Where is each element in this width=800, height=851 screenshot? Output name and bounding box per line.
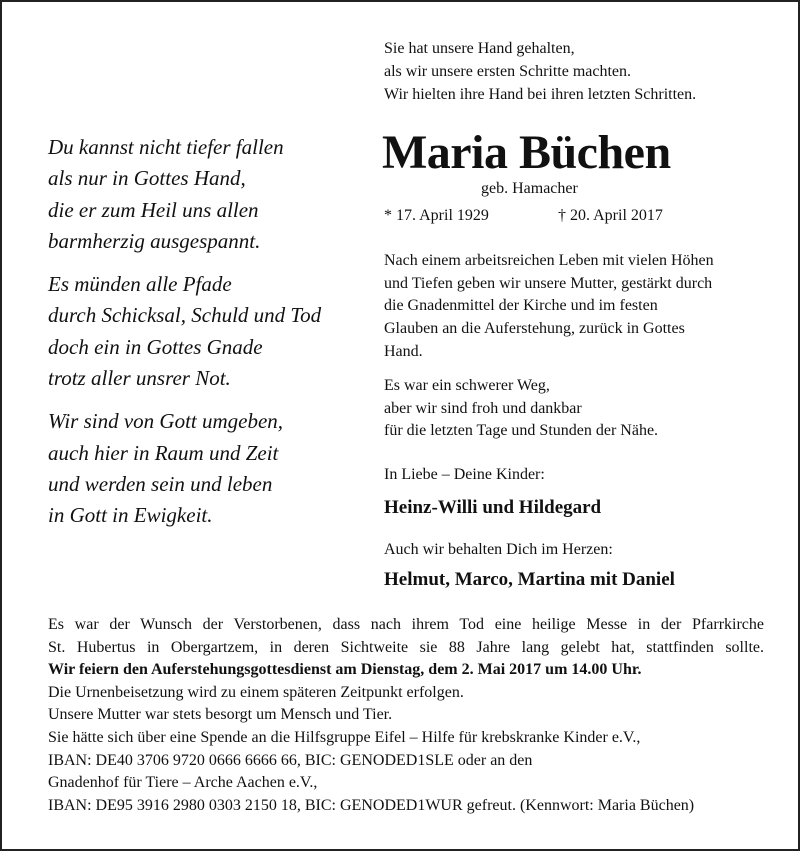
statement-line: die Gnadenmittel der Kirche und im festen: [384, 297, 658, 315]
donation-line: Sie hätte sich über eine Spende an die Hilfsgruppe Eifel – Hilfe für krebskranke Kinder e.V.,: [48, 728, 641, 746]
bank-details-line: IBAN: DE95 3916 2980 0303 2150 18, BIC: GENODED1WUR gefreut. (Kennwort: Maria Büchen): [48, 796, 695, 814]
death-date: † 20. April 2017: [558, 207, 663, 224]
notice-line: Unsere Mutter war stets besorgt um Mensch und Tier.: [48, 706, 393, 724]
deceased-name: Maria Büchen: [382, 126, 671, 179]
notice-line: Die Urnenbeisetzung wird zu einem späteren Zeitpunkt erfolgen.: [48, 683, 464, 701]
poem-line: trotz aller unsrer Not.: [48, 366, 231, 391]
notice-line: St. Hubertus in Obergartzem, in deren Sichtweite sie 88 Jahre lang gelebt hat, stattfinden sollte.: [48, 638, 764, 656]
gratitude-line: aber wir sind froh und dankbar: [384, 399, 582, 417]
poem-line: die er zum Heil uns allen: [48, 197, 259, 222]
poem-stanza: [48, 132, 368, 257]
gratitude-line: Es war ein schwerer Weg,: [384, 377, 550, 394]
service-notice: [48, 614, 764, 817]
service-date-line: Wir feiern den Auferstehungsgottesdienst am Dienstag, dem 2. Mai 2017 um 14.00 Uhr.: [48, 661, 642, 679]
motto-line: Sie hat unsere Hand gehalten,: [384, 40, 575, 57]
poem-line: und werden sein und leben: [48, 471, 273, 496]
notice-line: Es war der Wunsch der Verstorbenen, dass nach ihrem Tod eine heilige Messe in der Pfarrkirche: [48, 616, 764, 633]
children-names: Heinz-Willi und Hildegard: [384, 497, 602, 518]
poem-line: Es münden alle Pfade: [48, 272, 232, 297]
statement-line: Glauben an die Auferstehung, zurück in Gottes: [384, 320, 685, 338]
poem-stanza: [48, 269, 368, 394]
poem-line: auch hier in Raum und Zeit: [48, 440, 279, 465]
motto-line: als wir unsere ersten Schritte machten.: [384, 63, 632, 80]
statement-line: Hand.: [384, 342, 423, 360]
poem-line: als nur in Gottes Hand,: [48, 166, 246, 191]
poem-stanza: [48, 406, 368, 531]
poem-line: in Gott in Ewigkeit.: [48, 503, 213, 528]
motto-line: Wir hielten ihre Hand bei ihren letzten Schritten.: [384, 86, 697, 103]
grandchildren-intro: Auch wir behalten Dich im Herzen:: [384, 541, 613, 558]
gratitude-paragraph: [384, 375, 658, 443]
grandchildren-names: Helmut, Marco, Martina mit Daniel: [384, 569, 675, 590]
statement-paragraph: [384, 250, 714, 364]
poem: [48, 132, 368, 544]
statement-line: Nach einem arbeitsreichen Leben mit vielen Höhen: [384, 252, 714, 269]
motto-verse: [384, 37, 696, 106]
poem-line: doch ein in Gottes Gnade: [48, 334, 263, 359]
gratitude-line: für die letzten Tage und Stunden der Nähe.: [384, 422, 659, 440]
statement-line: und Tiefen geben wir unsere Mutter, gestärkt durch: [384, 274, 713, 292]
children-intro: In Liebe – Deine Kinder:: [384, 466, 545, 483]
bank-details-line: IBAN: DE40 3706 9720 0666 6666 66, BIC: GENODED1SLE oder an den: [48, 751, 533, 769]
poem-line: barmherzig ausgespannt.: [48, 228, 261, 253]
birth-date: * 17. April 1929: [384, 207, 489, 224]
poem-line: Wir sind von Gott umgeben,: [48, 409, 284, 434]
birth-name: geb. Hamacher: [481, 180, 578, 197]
poem-line: Du kannst nicht tiefer fallen: [48, 135, 284, 159]
poem-line: durch Schicksal, Schuld und Tod: [48, 303, 322, 328]
donation-line: Gnadenhof für Tiere – Arche Aachen e.V.,: [48, 774, 318, 792]
